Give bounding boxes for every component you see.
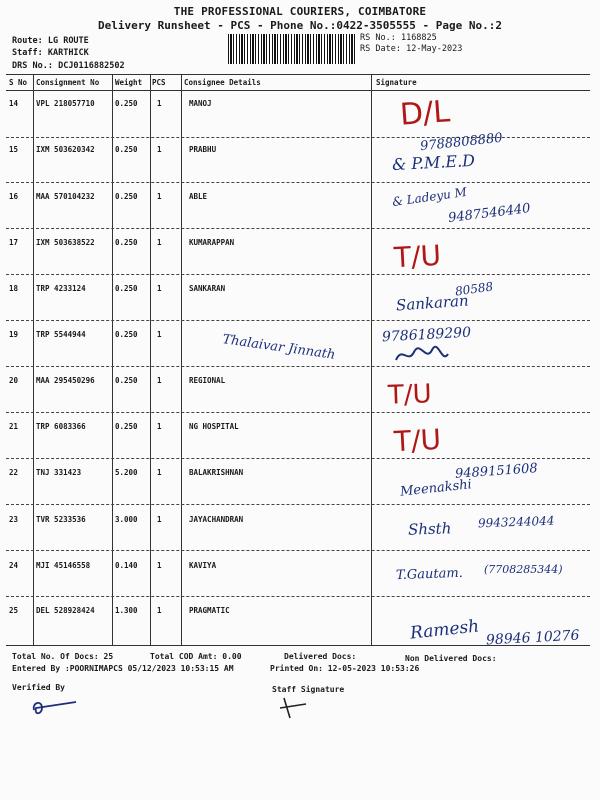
handwritten-phone: 9788808880	[419, 130, 504, 155]
barcode	[228, 34, 356, 64]
row-weight: 0.250	[115, 330, 138, 339]
row-sno: 17	[9, 238, 19, 247]
handwritten-phone: (7708285344)	[484, 563, 563, 576]
row-weight: 0.250	[115, 284, 138, 293]
row-pcs: 1	[157, 99, 162, 108]
row-pcs: 1	[157, 238, 162, 247]
row-sno: 24	[9, 561, 19, 570]
row-pcs: 1	[157, 561, 162, 570]
row-sno: 14	[9, 99, 19, 108]
row-consignment: TRP 4233124	[36, 284, 86, 293]
row-pcs: 1	[157, 515, 162, 524]
col-header-consignee: Consignee Details	[184, 78, 261, 87]
handwritten-phone: 9943244044	[477, 513, 555, 531]
handwritten-consignee-name: Thalaivar Jinnath	[221, 332, 337, 363]
row-weight: 1.300	[115, 606, 138, 615]
row-separator	[6, 274, 590, 275]
row-weight: 0.250	[115, 192, 138, 201]
row-consignee: NG HOSPITAL	[189, 422, 239, 431]
row-weight: 5.200	[115, 468, 138, 477]
handwritten-phone: 9487546440	[447, 201, 532, 226]
table-top-border	[6, 74, 590, 75]
row-consignee: BALAKRISHNAN	[189, 468, 244, 477]
handwritten-signature: T.Gautam.	[395, 565, 464, 584]
handwritten-phone: 98946 10276	[485, 627, 580, 649]
col-header-pcs: PCS	[152, 78, 166, 87]
row-consignment: IXM 503620342	[36, 145, 95, 154]
handwritten-signature: Shsth	[407, 519, 452, 539]
row-consignment: TVR 5233536	[36, 515, 86, 524]
row-sno: 21	[9, 422, 19, 431]
row-consignment: TRP 6083366	[36, 422, 86, 431]
row-consignment: MAA 570104232	[36, 192, 95, 201]
row-weight: 0.250	[115, 376, 138, 385]
row-consignee: REGIONAL	[189, 376, 226, 385]
col-header-sno: S No	[9, 78, 28, 87]
row-sno: 25	[9, 606, 19, 615]
staff-signature-label: Staff Signature	[272, 685, 345, 694]
non-delivered-docs: Non Delivered Docs:	[405, 654, 497, 663]
handwritten-signature: Ramesh	[409, 616, 481, 644]
col-header-weight: Weight	[115, 78, 143, 87]
staff-signature-mark	[276, 694, 316, 722]
runsheet-title: Delivery Runsheet - PCS - Phone No.:0422-3505555 - Page No.:2	[98, 19, 502, 32]
row-separator	[6, 228, 590, 229]
row-pcs: 1	[157, 376, 162, 385]
col-divider	[112, 75, 113, 645]
row-separator	[6, 320, 590, 321]
col-divider	[371, 75, 372, 645]
row-separator	[6, 458, 590, 459]
row-weight: 0.140	[115, 561, 138, 570]
row-separator	[6, 550, 590, 551]
row-consignee: SANKARAN	[189, 284, 226, 293]
handwritten-signature: Meenakshi	[399, 477, 473, 500]
row-consignment: TRP 5544944	[36, 330, 86, 339]
route-info: Route: LG ROUTE	[12, 36, 89, 46]
col-divider	[33, 75, 34, 645]
delivered-docs: Delivered Docs:	[284, 652, 357, 661]
verified-signature	[28, 694, 88, 720]
col-divider	[181, 75, 182, 645]
row-pcs: 1	[157, 145, 162, 154]
rs-date: RS Date: 12-May-2023	[360, 44, 463, 54]
row-pcs: 1	[157, 468, 162, 477]
row-sno: 18	[9, 284, 19, 293]
row-pcs: 1	[157, 284, 162, 293]
row-sno: 22	[9, 468, 19, 477]
row-separator	[6, 504, 590, 505]
verified-by-label: Verified By	[12, 683, 65, 692]
handwritten-status: T/U	[393, 422, 442, 459]
row-weight: 0.250	[115, 422, 138, 431]
handwritten-phone: 80588	[454, 279, 494, 299]
row-weight: 0.250	[115, 238, 138, 247]
row-consignment: VPL 218057710	[36, 99, 95, 108]
row-separator	[6, 366, 590, 367]
row-consignee: JAYACHANDRAN	[189, 515, 244, 524]
row-separator	[6, 182, 590, 183]
row-sno: 19	[9, 330, 19, 339]
row-consignment: IXM 503638522	[36, 238, 95, 247]
handwritten-status: T/U	[387, 379, 433, 411]
row-consignee: MANOJ	[189, 99, 212, 108]
row-consignee: PRABHU	[189, 145, 217, 154]
handwritten-scribble-signature	[392, 342, 452, 368]
staff-info: Staff: KARTHICK	[12, 48, 89, 58]
row-weight: 0.250	[115, 145, 138, 154]
drs-info: DRS No.: DCJ0116882502	[12, 61, 125, 71]
handwritten-signature: Sankaran	[395, 291, 470, 315]
row-weight: 3.000	[115, 515, 138, 524]
row-consignee: KUMARAPPAN	[189, 238, 235, 247]
row-consignment: MJI 45146558	[36, 561, 91, 570]
handwritten-phone: 9786189290	[381, 324, 472, 346]
handwritten-phone: 9489151608	[454, 461, 539, 482]
row-consignee: ABLE	[189, 192, 208, 201]
row-sno: 16	[9, 192, 19, 201]
rs-no: RS No.: 1168825	[360, 33, 437, 43]
handwritten-status: T/U	[393, 238, 442, 275]
row-consignment: DEL 528928424	[36, 606, 95, 615]
company-title: THE PROFESSIONAL COURIERS, COIMBATORE	[173, 5, 427, 18]
col-header-consignment: Consignment No	[36, 78, 100, 87]
handwritten-signature: & P.M.E.D	[391, 150, 476, 175]
row-pcs: 1	[157, 606, 162, 615]
row-consignment: MAA 295450296	[36, 376, 95, 385]
row-sno: 20	[9, 376, 19, 385]
entered-by: Entered By :POORNIMAPCS 05/12/2023 10:53:15 AM	[12, 664, 234, 673]
handwritten-status: D/L	[398, 94, 452, 133]
handwritten-signature: & Ladeyu M	[391, 184, 468, 210]
row-separator	[6, 412, 590, 413]
total-cod: Total COD Amt: 0.00	[150, 652, 242, 661]
row-consignee: KAVIYA	[189, 561, 217, 570]
col-header-signature: Signature	[376, 78, 417, 87]
row-separator	[6, 596, 590, 597]
row-sno: 23	[9, 515, 19, 524]
row-pcs: 1	[157, 192, 162, 201]
printed-on: Printed On: 12-05-2023 10:53:26	[270, 664, 420, 673]
row-weight: 0.250	[115, 99, 138, 108]
header-bottom-border	[6, 90, 590, 91]
total-docs: Total No. Of Docs: 25	[12, 652, 114, 661]
row-sno: 15	[9, 145, 19, 154]
row-consignee: PRAGMATIC	[189, 606, 230, 615]
col-divider	[150, 75, 151, 645]
row-consignment: TNJ 331423	[36, 468, 82, 477]
row-pcs: 1	[157, 422, 162, 431]
row-pcs: 1	[157, 330, 162, 339]
